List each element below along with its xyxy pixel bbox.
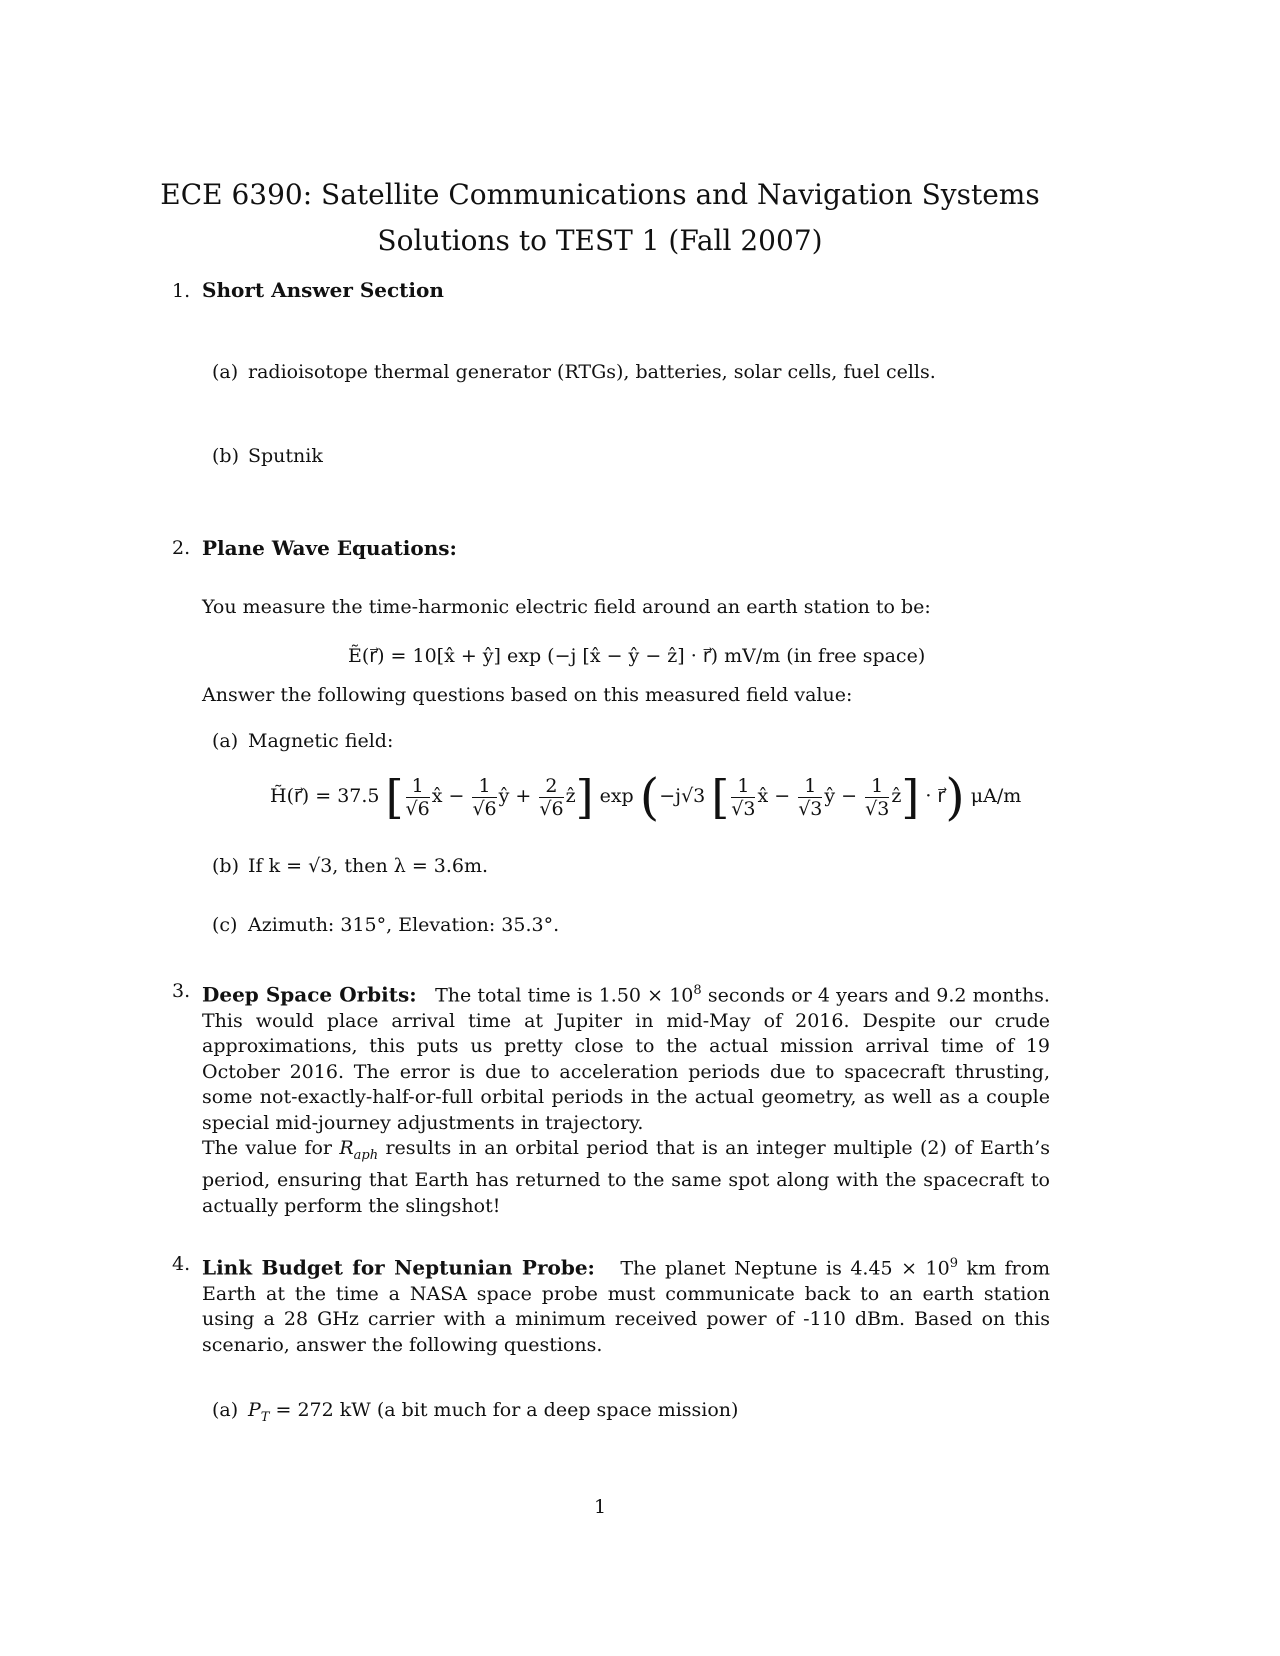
h-field-unit: μA/m [970, 785, 1022, 807]
frac-1-sqrt6-b: $\frac{1}{√6}$ [472, 774, 497, 820]
section1-b-label: (b) [212, 445, 239, 467]
r-aph-sub: aph [353, 1147, 379, 1163]
section3-p1-exp: 8 [693, 983, 702, 998]
page-number: 1 [593, 1496, 607, 1518]
section4-number: 4. [172, 1253, 191, 1275]
title-line-1: ECE 6390: Satellite Communications and Navigation Systems [160, 178, 1040, 211]
frac-1-sqrt6: $\frac{1}{√6}$ [405, 774, 430, 820]
section2-answer-intro: Answer the following questions based on this measured field value: [202, 684, 853, 706]
section1-title: Short Answer Section [202, 278, 444, 302]
frac-1-sqrt3-b: $\frac{1}{√3}$ [798, 774, 823, 820]
section1-a-label: (a) [212, 361, 239, 383]
section4-p1-a: The planet Neptune is 4.45 × 10 [620, 1257, 950, 1280]
section3-number: 3. [172, 980, 191, 1002]
left-bracket: [ [385, 770, 404, 824]
section4-title: Link Budget for Neptunian Probe: [202, 1255, 595, 1280]
right-bracket: ] [575, 770, 594, 824]
section4-a-label: (a) [212, 1399, 239, 1421]
section1-a-text: radioisotope thermal generator (RTGs), batteries, solar cells, fuel cells. [248, 361, 936, 383]
left-bracket-2: [ [711, 770, 730, 824]
section3-paragraph-2 [202, 1136, 1050, 1219]
section3-p2-b: results in an orbital period that is an integer multiple (2) of Earth’s period, ensuring that Earth has returned to the same spot along with the spacecraft to actually perform the slingshot! [202, 1137, 1050, 1217]
section2-intro: You measure the time-harmonic electric field around an earth station to be: [202, 596, 931, 618]
right-bracket-2: ] [901, 770, 920, 824]
pt-var: P [248, 1399, 261, 1421]
section2-number: 2. [172, 537, 191, 559]
section3-paragraph-1 [202, 978, 1050, 1136]
section2-title: Plane Wave Equations: [202, 536, 457, 560]
section3-p1-b: seconds or 4 years and 9.2 months. This would place arrival time at Jupiter in mid-May of 2016. Despite our crude approximations, this puts us pretty close to the actual mission arrival time of 19 October 2016. The error is due to acceleration periods due to spacecraft thrusting, some not-exactly-half-or-full orbital periods in the actual geometry, as well as a couple special mid-journey adjustments in trajectory. [202, 984, 1050, 1134]
section4-a-answer [248, 1398, 738, 1430]
section2-a-text: Magnetic field: [248, 730, 394, 752]
section2-a-label: (a) [212, 730, 239, 752]
section3-p2-a: The value for [202, 1137, 340, 1159]
section1-b-text: Sputnik [248, 445, 323, 467]
section4-p1-exp: 9 [949, 1256, 958, 1271]
pt-sub: T [260, 1409, 270, 1425]
section4-paragraph [202, 1251, 1050, 1358]
section2-b-label: (b) [212, 855, 239, 877]
frac-1-sqrt3-c: $\frac{1}{√3}$ [865, 774, 890, 820]
frac-2-sqrt6: $\frac{2}{√6}$ [539, 774, 564, 820]
h-field-lhs: H̃(r⃗) = 37.5 [270, 785, 380, 807]
section3-p1-a: The total time is 1.50 × 10 [435, 984, 694, 1007]
section2-c-label: (c) [212, 914, 238, 936]
section2-b-text: If k = √3, then λ = 3.6m. [248, 855, 489, 877]
section3-title: Deep Space Orbits: [202, 982, 417, 1007]
section4-p1-b: km from Earth at the time a NASA space probe must communicate back to an earth station using a 28 GHz carrier with a minimum received power of -110 dBm. Based on this scenario, answer the following questions. [202, 1257, 1051, 1356]
title-line-2: Solutions to TEST 1 (Fall 2007) [377, 224, 823, 257]
frac-1-sqrt3: $\frac{1}{√3}$ [731, 774, 756, 820]
left-paren: ( [639, 768, 660, 826]
right-paren: ) [945, 768, 965, 826]
r-aph-var: R [339, 1137, 354, 1159]
h-field-equation: H̃(r⃗) = 37.5 [ $\frac{1}{√6}$ x̂ − $\frac{1}{√6}$ ŷ + $\frac{2}{√6}$ ẑ] exp (−j√3 [ $\frac{1}{√3}$ x̂ − $\frac{1}{√3}$ ŷ − $\frac{1}{√3}$ ẑ] · r⃗) μA/m [270, 768, 1022, 826]
e-field-equation: Ẽ(r⃗) = 10[x̂ + ŷ] exp (−j [x̂ − ŷ − ẑ] · r⃗) mV/m (in free space) [348, 645, 926, 667]
section4-a-text: = 272 kW (a bit much for a deep space mission) [269, 1399, 739, 1421]
section2-c-text: Azimuth: 315°, Elevation: 35.3°. [248, 914, 560, 936]
section1-number: 1. [172, 280, 191, 302]
